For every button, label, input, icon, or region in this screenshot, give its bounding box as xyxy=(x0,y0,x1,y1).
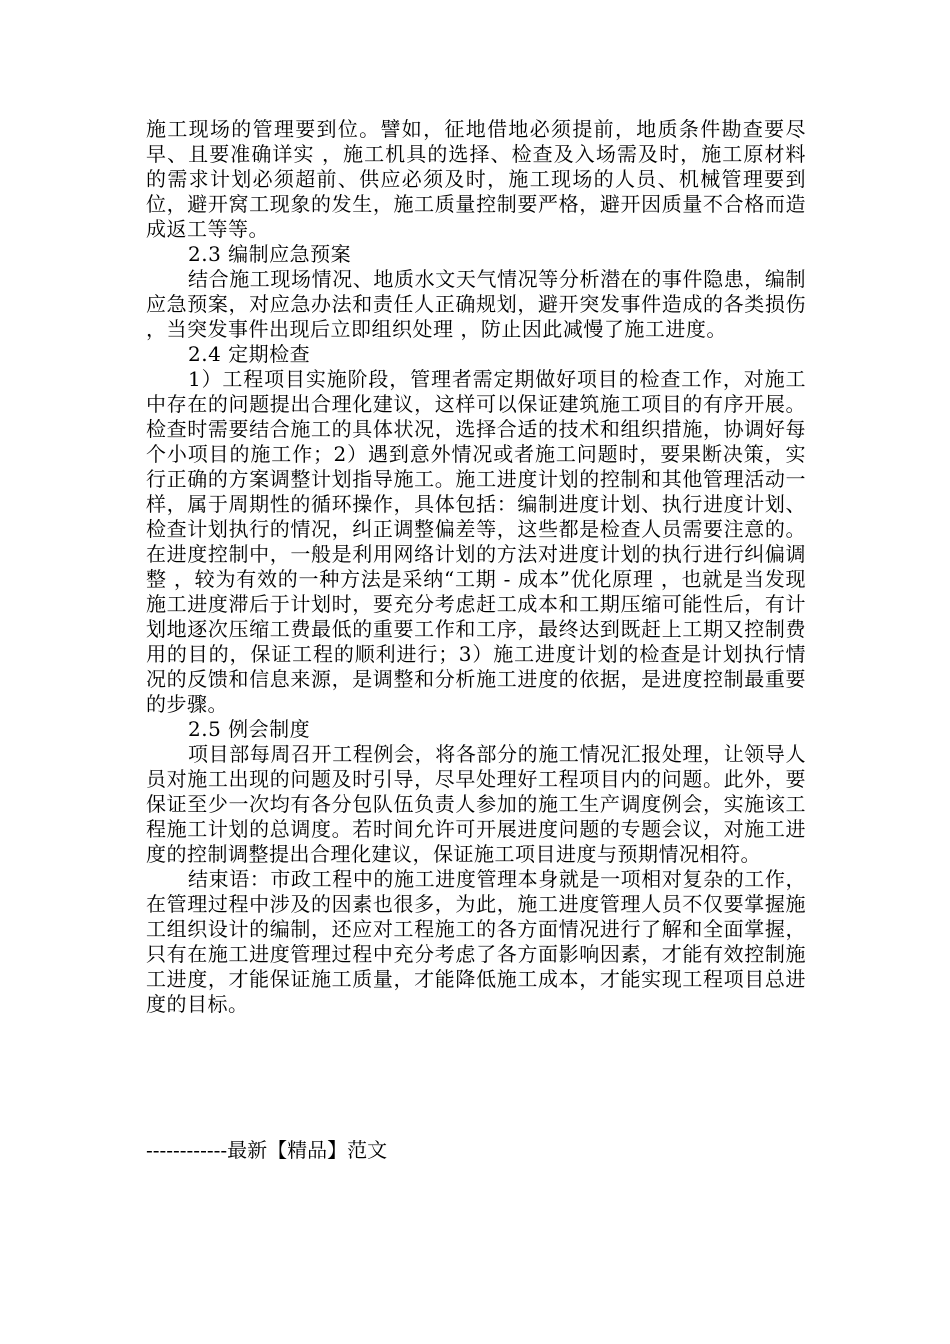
section-heading-2-4: 2.4 定期检查 xyxy=(188,342,311,366)
paragraph-emergency-plan: 结合施工现场情况、地质水文天气情况等分析潜在的事件隐患，编制应急预案，对应急办法和责任人正确规划，避开突发事件造成的各类损伤 ，当突发事件出现后立即组织处理 ，防止因此减慢了施工进度。 xyxy=(146,267,806,341)
paragraph-regular-meeting: 项目部每周召开工程例会，将各部分的施工情况汇报处理，让领导人员对施工出现的问题及时引导，尽早处理好工程项目内的问题。此外，要保证至少一次均有各分包队伍负责人参加的施工生产调度例会，实施该工程施工计划的总调度。若时间允许可开展进度问题的专题会议，对施工进度的控制调整提出合理化建议，保证施工项目进度与预期情况相符。 xyxy=(146,742,806,866)
paragraph-conclusion: 结束语：市政工程中的施工进度管理本身就是一项相对复杂的工作，在管理过程中涉及的因素也很多，为此，施工进度管理人员不仅要掌握施工组织设计的编制，还应对工程施工的各方面情况进行了解和全面掌握，只有在施工进度管理过程中充分考虑了各方面影响因素，才能有效控制施工进度，才能保证施工质量，才能降低施工成本，才能实现工程项目总进度的目标。 xyxy=(146,867,806,1016)
document-body xyxy=(146,117,806,1017)
paragraph-periodic-inspection: 1）工程项目实施阶段，管理者需定期做好项目的检查工作，对施工中存在的问题提出合理化建议，这样可以保证建筑施工项目的有序开展。检查时需要结合施工的具体状况，选择合适的技术和组织措施，协调好每个小项目的施工作；2）遇到意外情况或者施工问题时，要果断决策，实行正确的方案调整计划指导施工。施工进度计划的控制和其他管理活动一样，属于周期性的循环操作，具体包括：编制进度计划、执行进度计划、检查计划执行的情况，纠正调整偏差等，这些都是检查人员需要注意的。在进度控制中，一般是利用网络计划的方法对进度计划的执行进行纠偏调整 ，较为有效的一种方法是采纳“工期 - 成本”优化原理 ，也就是当发现施工进度滞后于计划时，要充分考虑赶工成本和工期压缩可能性后，有计划地逐次压缩工费最低的重要工作和工序，最终达到既赶上工期又控制费用的目的，保证工程的顺利进行；3）施工进度计划的检查是计划执行情况的反馈和信息来源，是调整和分析施工进度的依据，是进度控制最重要的步骤。 xyxy=(146,367,806,716)
section-heading-2-3: 2.3 编制应急预案 xyxy=(188,242,352,266)
footer-tagline: ------------最新【精品】范文 xyxy=(146,1138,388,1162)
paragraph-site-management: 施工现场的管理要到位。譬如，征地借地必须提前，地质条件勘查要尽早、且要准确详实 ，施工机具的选择、检查及入场需及时，施工原材料的需求计划必须超前、供应必须及时，施工现场的人员、机械管理要到位，避开窝工现象的发生，施工质量控制要严格，避开因质量不合格而造成返工等等。 xyxy=(146,117,806,241)
section-heading-2-5: 2.5 例会制度 xyxy=(188,717,311,741)
